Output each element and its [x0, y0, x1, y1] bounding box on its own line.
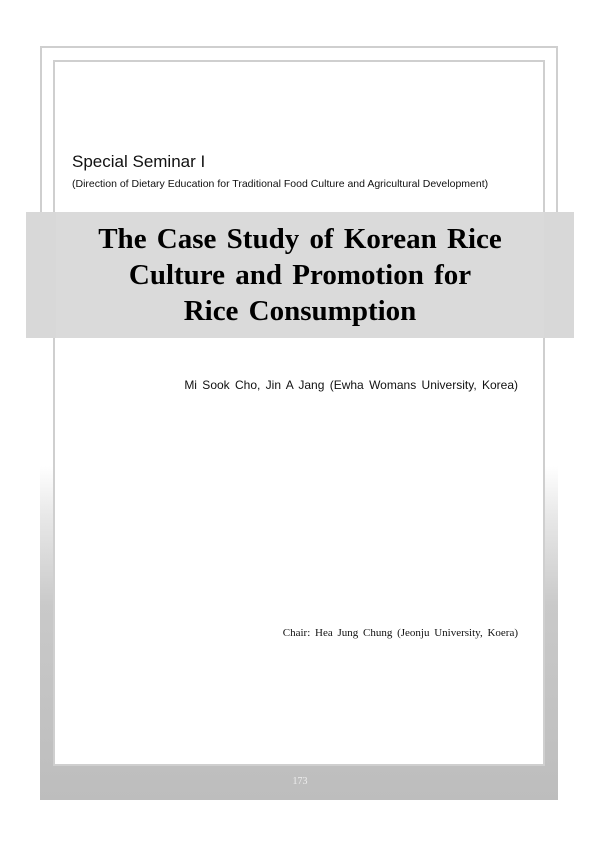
chair: Chair: Hea Jung Chung (Jeonju University, Koera) — [282, 627, 518, 639]
title-line-3: Rice Consumption — [183, 295, 417, 327]
seminar-subtitle: (Direction of Dietary Education for Traditional Food Culture and Agricultural Development) — [72, 178, 489, 190]
title-line-2: Culture and Promotion for — [128, 259, 472, 291]
authors: Mi Sook Cho, Jin A Jang (Ewha Womans University, Korea) — [184, 378, 518, 392]
title-line-1: The Case Study of Korean Rice — [98, 223, 502, 255]
seminar-label: Special Seminar I — [72, 152, 206, 171]
title-box — [56, 212, 544, 338]
page-number: 173 — [292, 776, 308, 787]
